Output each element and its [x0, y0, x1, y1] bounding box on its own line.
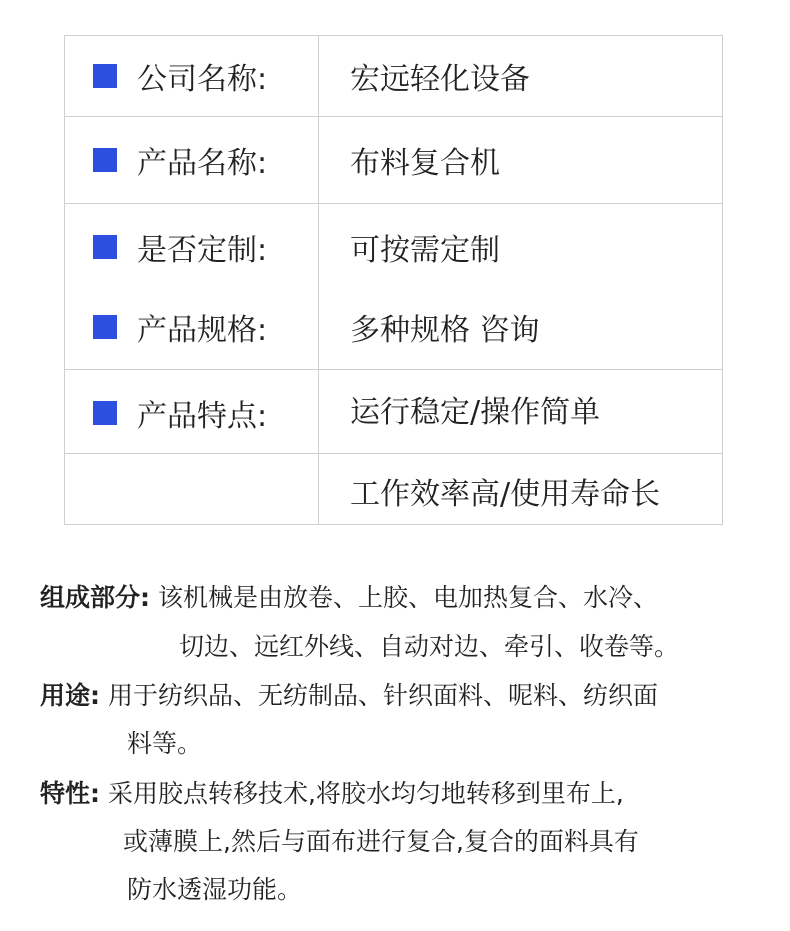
square-bullet-icon [93, 64, 117, 88]
usage-text-1: 用于纺织品、无纺制品、针织面料、呢料、纺织面 [107, 681, 658, 710]
row-divider [65, 116, 722, 117]
square-bullet-icon [93, 148, 117, 172]
features-text-2: 或薄膜上,然后与面布进行复合,复合的面料具有 [123, 827, 639, 856]
spec-row-product-name-value: 布料复合机 [350, 146, 500, 181]
label-text: 产品特点: [137, 399, 268, 434]
label-text: 是否定制: [137, 233, 268, 268]
spec-row-features-value-2: 工作效率高/使用寿命长 [350, 477, 661, 512]
usage-line-1 [40, 681, 658, 711]
features-text-1: 采用胶点转移技术,将胶水均匀地转移到里布上, [107, 779, 624, 808]
spec-row-custom-value: 可按需定制 [350, 233, 500, 268]
row-divider [65, 203, 722, 204]
row-divider [65, 369, 722, 370]
row-divider [65, 453, 722, 454]
column-divider [318, 36, 319, 524]
features-heading: 特性: [40, 779, 100, 808]
square-bullet-icon [93, 315, 117, 339]
composition-heading: 组成部分: [40, 583, 150, 612]
features-line-1 [40, 779, 624, 809]
square-bullet-icon [93, 401, 117, 425]
spec-row-company-label [93, 56, 267, 96]
label-text: 产品名称: [137, 146, 268, 181]
label-text: 产品规格: [137, 313, 268, 348]
features-text-3: 防水透湿功能。 [127, 875, 303, 904]
spec-row-features-label [93, 393, 267, 433]
label-text: 公司名称: [137, 62, 268, 97]
composition-text-1: 该机械是由放卷、上胶、电加热复合、水冷、 [157, 583, 658, 612]
spec-row-custom-label [93, 227, 267, 267]
spec-table [64, 35, 723, 525]
spec-row-company-value: 宏远轻化设备 [350, 62, 530, 97]
usage-text-2: 料等。 [127, 729, 203, 758]
composition-line-1 [40, 583, 658, 613]
spec-row-spec-value: 多种规格 咨询 [350, 313, 540, 348]
square-bullet-icon [93, 235, 117, 259]
spec-row-product-name-label [93, 140, 267, 180]
usage-heading: 用途: [40, 681, 100, 710]
spec-row-features-value: 运行稳定/操作简单 [350, 395, 601, 430]
spec-row-spec-label [93, 307, 267, 347]
composition-text-2: 切边、远红外线、自动对边、牵引、收卷等。 [179, 632, 680, 661]
